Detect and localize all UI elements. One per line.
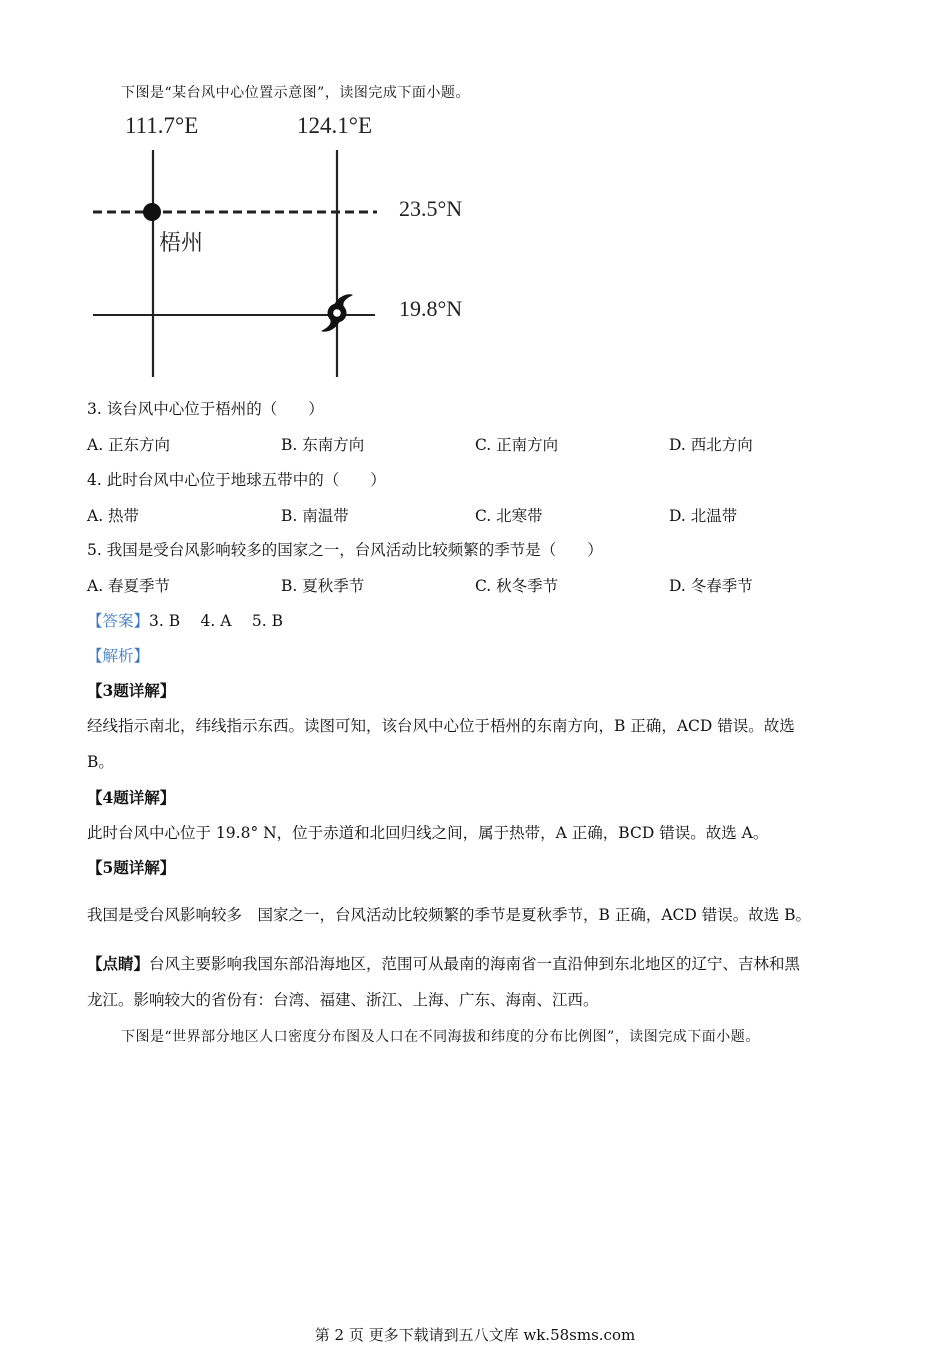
intro-text: 下图是“某台风中心位置示意图”，读图完成下面小题。 bbox=[121, 85, 470, 101]
detail-3-title: 【3题详解】 bbox=[87, 681, 176, 700]
question-3-option-b: B. 东南方向 bbox=[281, 436, 365, 454]
question-4-stem: 4. 此时台风中心位于地球五带中的（ ） bbox=[87, 471, 386, 489]
detail-5-line-1: 我国是受台风影响较多 国家之一，台风活动比较频繁的季节是夏秋季节，B 正确，ACD 错误。故选 B。 bbox=[87, 906, 812, 924]
detail-3-line-2: B。 bbox=[87, 753, 114, 771]
page-footer: 第 2 页 更多下载请到五八文库 wk.58sms.com bbox=[314, 1326, 636, 1344]
answer-label: 【答案】 bbox=[87, 612, 150, 630]
next-intro-text: 下图是“世界部分地区人口密度分布图及人口在不同海拔和纬度的分布比例图”，读图完成下面小题。 bbox=[121, 1029, 760, 1045]
tip-text-1: 台风主要影响我国东部沿海地区，范围可从最南的海南省一直沿伸到东北地区的辽宁、吉林和黑 bbox=[149, 955, 801, 973]
question-3-stem: 3. 该台风中心位于梧州的（ ） bbox=[87, 400, 324, 418]
longitude-label-right: 124.1°E bbox=[297, 113, 372, 138]
latitude-label-top: 23.5°N bbox=[399, 196, 463, 221]
detail-4-title: 【4题详解】 bbox=[87, 788, 176, 807]
latitude-label-bottom: 19.8°N bbox=[399, 296, 463, 321]
wuzhou-point bbox=[143, 203, 161, 221]
question-5-option-a: A. 春夏季节 bbox=[87, 577, 171, 595]
question-4-option-c: C. 北寒带 bbox=[475, 507, 543, 525]
question-5-option-b: B. 夏秋季节 bbox=[281, 577, 365, 595]
detail-3-line-1: 经线指示南北，纬线指示东西。读图可知，该台风中心位于梧州的东南方向，B 正确，ACD 错误。故选 bbox=[87, 717, 795, 735]
answer-line bbox=[87, 611, 283, 631]
tip-label: 【点睛】 bbox=[87, 954, 150, 973]
question-4-option-d: D. 北温带 bbox=[669, 507, 738, 525]
tip-line-2: 龙江。影响较大的省份有：台湾、福建、浙江、上海、广东、海南、江西。 bbox=[87, 991, 599, 1009]
typhoon-position-figure bbox=[85, 105, 505, 385]
detail-4-line-1: 此时台风中心位于 19.8° N，位于赤道和北回归线之间，属于热带，A 正确，BCD 错误。故选 A。 bbox=[87, 824, 769, 842]
city-label: 梧州 bbox=[159, 230, 204, 255]
question-4-option-a: A. 热带 bbox=[87, 507, 140, 525]
tip-line-1 bbox=[87, 954, 800, 974]
detail-5-title: 【5题详解】 bbox=[87, 858, 176, 877]
question-5-option-c: C. 秋冬季节 bbox=[475, 577, 559, 595]
question-4-option-b: B. 南温带 bbox=[281, 507, 349, 525]
answer-value: 3. B 4. A 5. B bbox=[149, 612, 283, 630]
question-3-option-c: C. 正南方向 bbox=[475, 436, 559, 454]
question-3-option-d: D. 西北方向 bbox=[669, 436, 753, 454]
question-5-option-d: D. 冬春季节 bbox=[669, 577, 753, 595]
longitude-label-left: 111.7°E bbox=[125, 113, 199, 138]
question-3-option-a: A. 正东方向 bbox=[87, 436, 171, 454]
question-5-stem: 5. 我国是受台风影响较多的国家之一，台风活动比较频繁的季节是（ ） bbox=[87, 541, 603, 559]
analysis-label: 【解析】 bbox=[87, 647, 150, 665]
